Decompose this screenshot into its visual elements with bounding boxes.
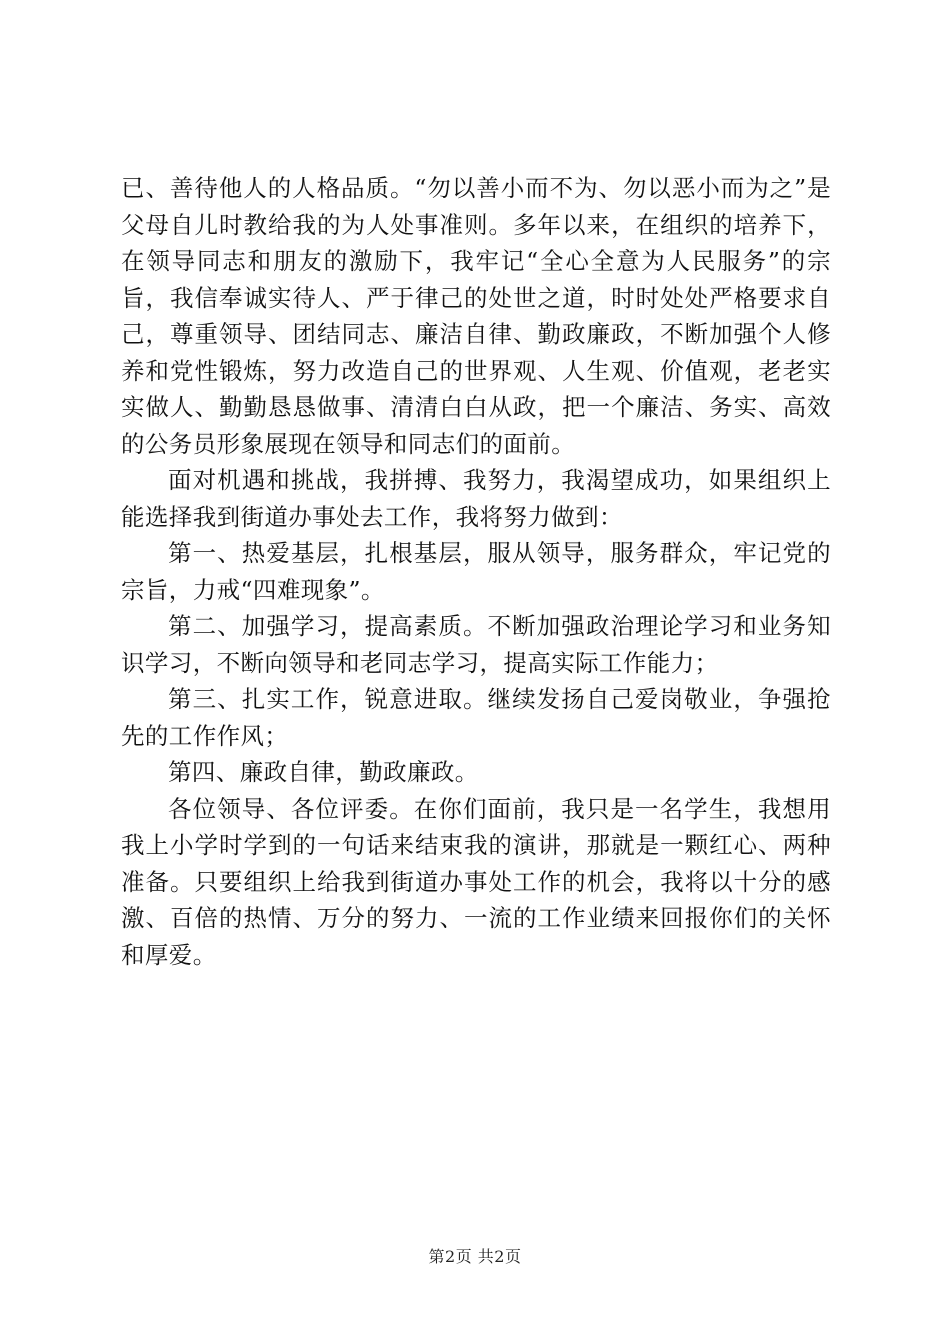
paragraph-closing: 各位领导、各位评委。在你们面前，我只是一名学生，我想用我上小学时学到的一句话来结束我的演讲，那就是一颗红心、两种准备。只要组织上给我到街道办事处工作的机会，我将以十分的感激、百倍的热情、万分的努力、一流的工作业绩来回报你们的关怀和厚爱。 <box>121 794 831 969</box>
paragraph-intro-commitment: 面对机遇和挑战，我拼搏、我努力，我渴望成功，如果组织上能选择我到街道办事处去工作，我将努力做到： <box>121 466 831 531</box>
paragraph-point-three: 第三、扎实工作，锐意进取。继续发扬自己爱岗敬业，争强抢先的工作作风； <box>121 685 831 750</box>
paragraph-continuation: 已、善待他人的人格品质。“勿以善小而不为、勿以恶小而为之”是父母自儿时教给我的为人处事准则。多年以来，在组织的培养下，在领导同志和朋友的激励下，我牢记“全心全意为人民服务”的宗旨，我信奉诚实待人、严于律己的处世之道，时时处处严格要求自己，尊重领导、团结同志、廉洁自律、勤政廉政，不断加强个人修养和党性锻炼，努力改造自己的世界观、人生观、价值观，老老实实做人、勤勤恳恳做事、清清白白从政，把一个廉洁、务实、高效的公务员形象展现在领导和同志们的面前。 <box>121 174 831 458</box>
paragraph-point-two: 第二、加强学习，提高素质。不断加强政治理论学习和业务知识学习，不断向领导和老同志学习，提高实际工作能力； <box>121 612 831 677</box>
paragraph-point-one: 第一、热爱基层，扎根基层，服从领导，服务群众，牢记党的宗旨，力戒“四难现象”。 <box>121 539 831 604</box>
page-number-footer: 第2页 共2页 <box>428 1247 522 1266</box>
paragraph-point-four: 第四、廉政自律，勤政廉政。 <box>168 758 479 786</box>
document-body <box>121 170 831 973</box>
